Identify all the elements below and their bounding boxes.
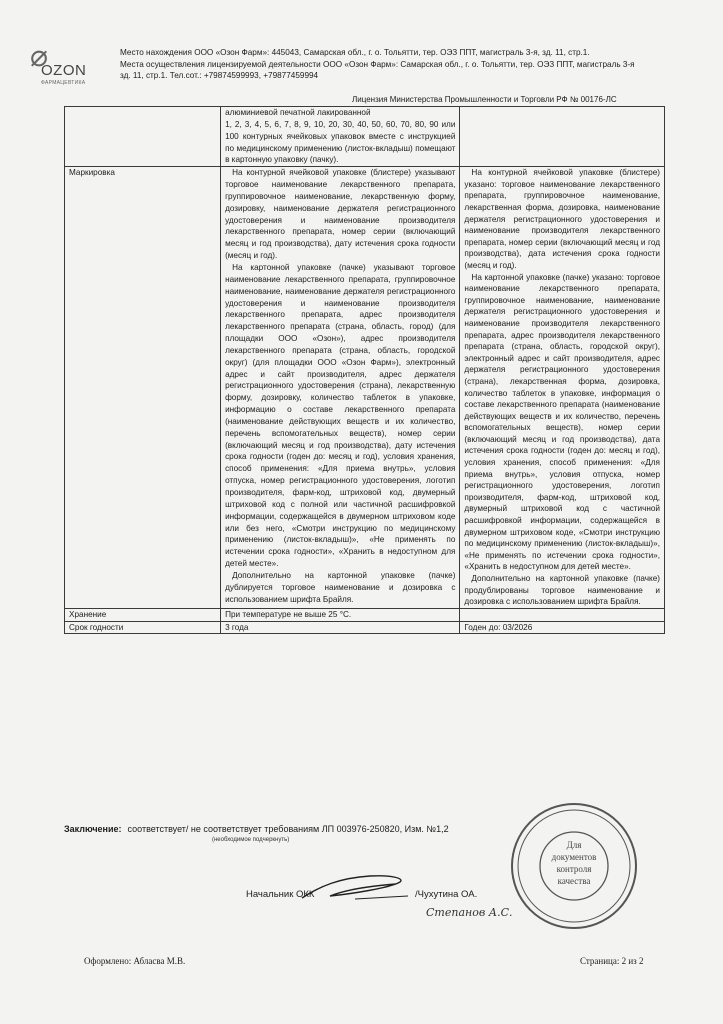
quality-control-stamp bbox=[508, 800, 640, 932]
company-header bbox=[120, 47, 680, 82]
table-row-shelf-life bbox=[65, 621, 665, 634]
cell-actual bbox=[460, 107, 665, 167]
handwritten-note: Степанов А.С. bbox=[426, 906, 513, 919]
cell-actual bbox=[460, 167, 665, 609]
logo-subtext: ФАРМАЦЕВТИКА bbox=[41, 80, 86, 86]
stamp-text: качества bbox=[557, 876, 591, 886]
cell-spec: При температуре не выше 25 °С. bbox=[221, 608, 460, 621]
stamp-text: документов bbox=[551, 852, 597, 862]
cell-actual: Годен до: 03/2026 bbox=[460, 621, 665, 634]
cell-spec: 3 года bbox=[221, 621, 460, 634]
cell-label: Хранение bbox=[65, 608, 221, 621]
conclusion-text: соответствует/ не соответствует требованиям ЛП 003976-250820, Изм. №1,2 bbox=[127, 824, 449, 834]
logo-symbol-icon: ⌀ bbox=[30, 40, 49, 73]
cell-paragraph: Дополнительно на картонной упаковке (пачке) продублированы торговое наименование и дозировка с использованием шрифта Брайля. bbox=[464, 574, 660, 607]
cell-paragraph: На картонной упаковке (пачке) указывают торговое наименование лекарственного препарата, группировочное наименование, наименование держателя регистрационного удостоверения и наименование производителя лекарственного препарата, адрес производителя лекарственного препарата (страна, область, город) (для площадки ООО «Озон»), адрес производителя лекарственного препарата (страна, область, городской округ) (для площадки ООО «Озон Фарм»), электронный адрес и сайт производителя, адрес держателя регистрационного удостоверения (страна), лекарственную форму, дозировку, количество таблеток в упаковке, информацию о составе лекарственного препарата (наименование действующих веществ и их количество, перечень вспомогательных веществ), номер серии (включающий месяц и год производства), дату истечения срока годности (годен до: месяц и год), условия хранения, способ применения: «Для приема внутрь», условия отпуска, номер регистрационного удостоверения, логотип производителя, фарм-код, штриховой код, двумерный штриховой код с полной или частичной расшифровкой информации, содержащейся в двумерном штриховом коде или без него, «Смотри инструкцию по медицинскому применению (листок-вкладыш)», «Не применять по истечении срока годности», «Хранить в недоступном для детей месте». bbox=[225, 262, 456, 569]
table-row-packaging bbox=[65, 107, 665, 167]
cell-actual bbox=[460, 608, 665, 621]
company-logo bbox=[28, 40, 108, 92]
signature-mark-icon bbox=[300, 868, 410, 904]
table-row-marking bbox=[65, 167, 665, 609]
table-row-storage bbox=[65, 608, 665, 621]
header-line: Место нахождения ООО «Озон Фарм»: 445043, Самарская обл., г. о. Тольятти, тер. ОЭЗ ППТ, магистраль 3-я, зд. 11, стр.1. bbox=[120, 48, 590, 57]
cell-paragraph: 1, 2, 3, 4, 5, 6, 7, 8, 9, 10, 20, 30, 40, 50, 60, 70, 80, 90 или 100 контурных ячейковых упаковок вместе с инструкцией по медицинскому применению (листок-вкладыш) помещают в картонную упаковку (пачку). bbox=[225, 119, 456, 165]
cell-label: Срок годности bbox=[65, 621, 221, 634]
page-number: Страница: 2 из 2 bbox=[580, 956, 644, 966]
cell-spec bbox=[221, 167, 460, 609]
stamp-text: Для bbox=[566, 840, 582, 850]
signatory-name: /Чухутина ОА. bbox=[415, 889, 478, 900]
header-line: зд. 11, стр.1. Тел.сот.: +79874599993, +79877459994 bbox=[120, 71, 319, 81]
conclusion-line bbox=[64, 824, 449, 834]
cell-paragraph: На контурной ячейковой упаковке (блистере) указывают торговое наименование лекарственного препарата, группировочное наименование, лекарственную форму, дозировку, наименование держателя регистрационного удостоверения и наименование производителя лекарственного препарата, номер серии (включающий месяц и год производства), дату истечения срока годности (месяц и год). bbox=[225, 168, 456, 261]
conclusion-note: (необходимое подчеркнуть) bbox=[212, 837, 290, 843]
prepared-by: Оформлено: Абласва М.В. bbox=[84, 956, 186, 966]
signatory-title: Начальник ОКК bbox=[246, 889, 315, 900]
cell-spec bbox=[221, 107, 460, 167]
header-line: Места осуществления лицензируемой деятельности ООО «Озон Фарм»: Самарская обл., г. о. Тольятти, тер. ОЭЗ ППТ, магистраль 3-я bbox=[120, 59, 635, 69]
cell-paragraph: На картонной упаковке (пачке) указано: торговое наименование лекарственного препарата, группировочное наименование, наименование держателя регистрационного удостоверения и наименование производителя лекарственного препарата, адрес производителя лекарственного препарата (страна, область, городской округ), электронный адрес и сайт производителя, адрес держателя регистрационного удостоверения (страна), лекарственная форма, дозировка, количество таблеток в упаковке, информация о составе лекарственного препарата (наименование действующих веществ и их количество, перечень вспомогательных веществ), номер серии (включающий месяц и год производства), дата истечения срока годности (годен до: месяц и год), условия хранения, способ применения: «Для приема внутрь», условия отпуска, номер регистрационного удостоверения, логотип производителя, фарм-код, штриховой код, двумерный штриховой код с частичной расшифровкой информации, содержащейся в двумерном штриховом коде, «Смотри инструкцию по медицинскому применению (листок-вкладыш)», «Не применять по истечении срока годности», «Хранить в недоступном для детей месте». bbox=[464, 272, 660, 572]
cell-paragraph: алюминиевой печатной лакированной bbox=[225, 108, 371, 117]
cell-paragraph: Дополнительно на картонной упаковке (пачке) дублируется торговое наименование и дозировка с использованием шрифта Брайля. bbox=[225, 570, 456, 604]
specification-table bbox=[64, 106, 665, 634]
cell-label: Маркировка bbox=[65, 167, 221, 609]
license-line: Лицензия Министерства Промышленности и Торговли РФ № 00176-ЛС bbox=[352, 95, 617, 104]
cell-label bbox=[65, 107, 221, 167]
stamp-text: контроля bbox=[556, 864, 592, 874]
cell-paragraph: На контурной ячейковой упаковке (блистере) указано: торговое наименование лекарственного препарата, группировочное наименование, лекарственная форма, дозировка, наименование держателя регистрационного удостоверения и наименование производителя лекарственного препарата, номер серии (включающий месяц и год производства), дата истечения срока годности (месяц и год). bbox=[464, 168, 660, 270]
logo-text: OZON bbox=[41, 62, 87, 79]
conclusion-label: Заключение: bbox=[64, 824, 122, 834]
